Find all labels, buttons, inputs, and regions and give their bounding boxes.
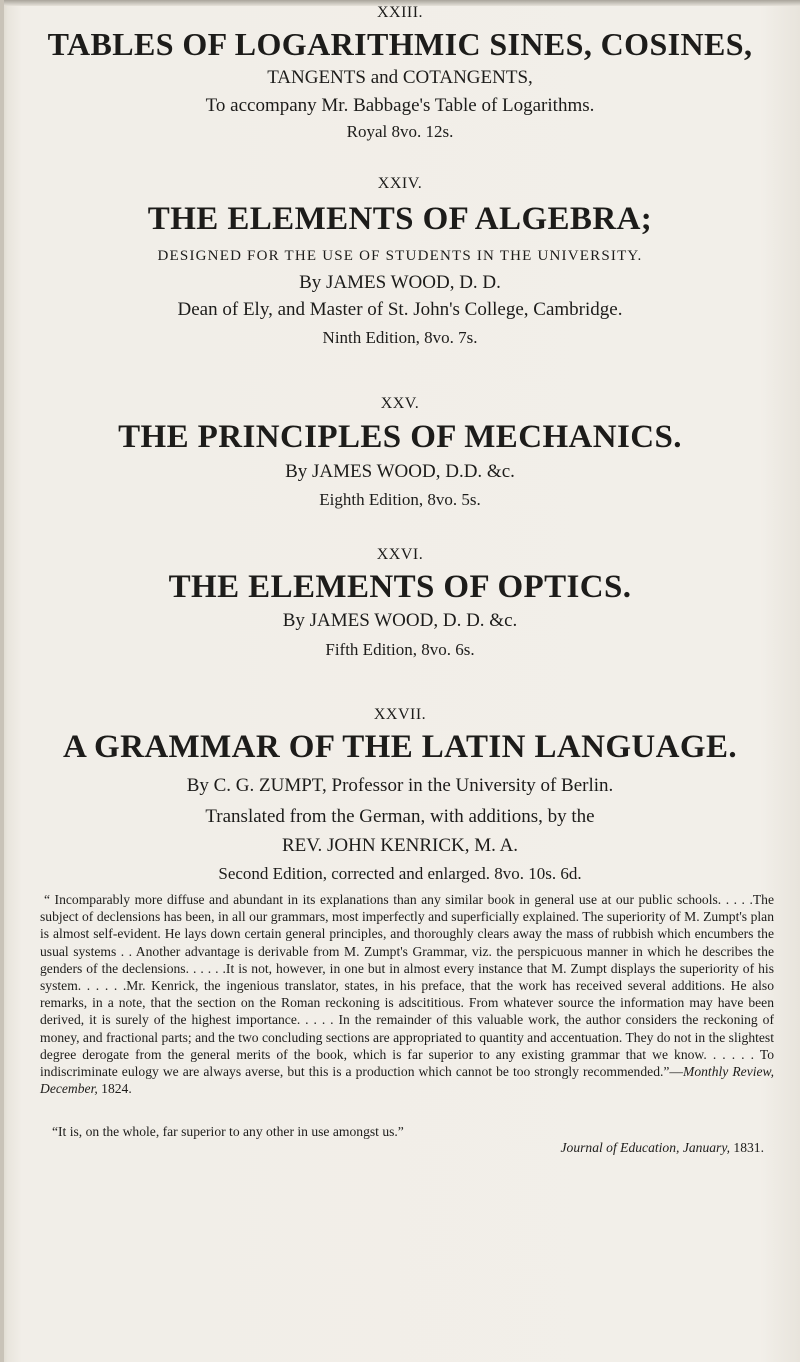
entry-27-number: XXVII. — [373, 706, 427, 723]
entry-23-number: XXIII. — [376, 4, 424, 21]
entry-23-subtitle: TANGENTS and COTANGENTS, — [267, 67, 533, 88]
entry-24-title: THE ELEMENTS OF ALGEBRA; — [147, 201, 653, 237]
entry-25-edition-price: Eighth Edition, 8vo. 5s. — [319, 490, 481, 509]
entry-27-translation-note: Translated from the German, with additions, by the — [205, 806, 595, 827]
entry-24-number: XXIV. — [377, 175, 423, 192]
entry-24-author-title: Dean of Ely, and Master of St. John's College, Cambridge. — [177, 299, 623, 320]
entry-27-author: By C. G. ZUMPT, Professor in the University of Berlin. — [186, 775, 614, 796]
second-quote-year: 1831. — [730, 1140, 764, 1155]
entry-27-title: A GRAMMAR OF THE LATIN LANGUAGE. — [62, 729, 738, 765]
entry-25-title: THE PRINCIPLES OF MECHANICS. — [118, 419, 682, 455]
entry-27-review — [40, 891, 774, 1097]
entry-26-author: By JAMES WOOD, D. D. &c. — [282, 610, 518, 631]
entry-23-description: To accompany Mr. Babbage's Table of Logarithms. — [205, 95, 595, 116]
entry-27-second-quote-source — [560, 1140, 764, 1156]
review-year: 1824. — [97, 1081, 132, 1097]
entry-24-edition-price: Ninth Edition, 8vo. 7s. — [322, 328, 478, 347]
entry-26-number: XXVI. — [376, 546, 424, 563]
second-quote-source: Journal of Education, January, — [560, 1140, 731, 1155]
review-text: “ Incomparably more diffuse and abundant in its explanations than any similar book in general use at our public schools. . . . .The subject of declensions has been, in all our grammars, most imperfectly and superficially explained. The superiority of M. Zumpt's plan is almost self-evident. He lays down certain general principles, and thoroughly clears away the mass of rubbish which encumbers the usual systems . . Another advantage is derivable from M. Zumpt's Grammar, viz. the perspicuous manner in which he describes the genders of the declensions. . . . . .It is not, however, in one but in almost every instance that M. Zumpt displays the superiority of his system. . . . . .Mr. Kenrick, the ingenious translator, states, in his preface, that the work has received several additions. He also remarks, in a note, that the section on the Roman reckoning is adscititious. From whatever source the information may have been derived, it is surely of the highest importance. . . . . In the remainder of this valuable work, the author considers the reckoning of money, and fractional parts; and the two concluding sections are appropriated to quantity and accentuation. They do not in the slightest degree derogate from the general merits of the book, which is far superior to any existing grammar that we know. . . . . . To indiscriminate eulogy we are always averse, but this is a production which cannot be too strongly recommended.”— — [40, 892, 774, 1080]
entry-27-edition-price: Second Edition, corrected and enlarged. 8vo. 10s. 6d. — [218, 864, 582, 883]
entry-27-second-quote: “It is, on the whole, far superior to any other in use amongst us.” — [52, 1124, 404, 1139]
entry-26-title: THE ELEMENTS OF OPTICS. — [168, 569, 632, 605]
review-source: Monthly Review, December, — [40, 1064, 774, 1097]
entry-27-translator: REV. JOHN KENRICK, M. A. — [281, 835, 519, 856]
entry-24-author: By JAMES WOOD, D. D. — [299, 272, 501, 293]
entry-26-edition-price: Fifth Edition, 8vo. 6s. — [325, 640, 475, 659]
entry-25-number: XXV. — [380, 395, 420, 412]
entry-23-format-price: Royal 8vo. 12s. — [346, 122, 454, 141]
entry-23-title: TABLES OF LOGARITHMIC SINES, COSINES, — [47, 26, 753, 62]
entry-25-author: By JAMES WOOD, D.D. &c. — [285, 461, 515, 482]
entry-24-designation: DESIGNED FOR THE USE OF STUDENTS IN THE UNIVERSITY. — [157, 248, 643, 264]
